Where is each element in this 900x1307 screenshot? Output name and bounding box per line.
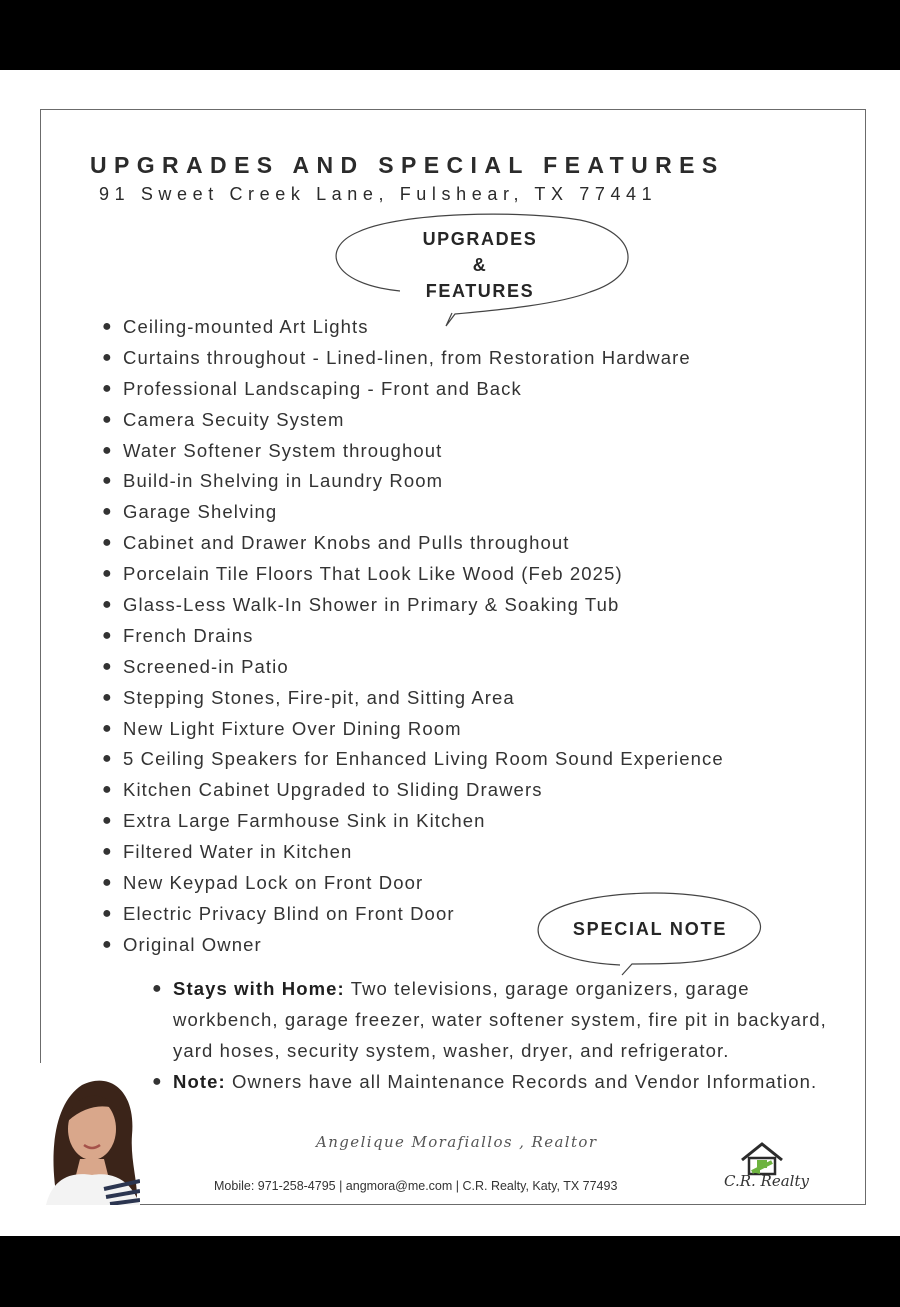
bullet-icon: ● [102,441,113,459]
list-item [100,312,724,343]
list-item [100,775,724,806]
bullet-icon: ● [102,318,113,335]
feature-text: Kitchen Cabinet Upgraded to Sliding Drawers [123,779,543,801]
bullet-icon: ● [102,719,113,737]
bullet-icon: ● [102,781,113,799]
note-label: Stays with Home: [173,978,345,999]
agent-photo-icon [40,1063,140,1205]
feature-text: Extra Large Farmhouse Sink in Kitchen [123,810,486,832]
feature-text: Camera Secuity System [123,408,345,430]
feature-text: New Keypad Lock on Front Door [123,872,424,894]
callout-line-ampersand: & [472,255,488,275]
bullet-icon: ● [102,657,113,675]
bullet-icon: ● [152,980,163,997]
page-title: UPGRADES AND SPECIAL FEATURES [90,152,725,178]
list-item [100,343,724,374]
list-item [100,436,724,467]
special-note-callout: SPECIAL NOTE [572,919,728,939]
list-item [100,868,724,899]
feature-text: Build-in Shelving in Laundry Room [123,470,444,492]
bullet-icon: ● [102,410,113,428]
list-item [100,714,724,745]
upgrades-features-callout [404,226,556,304]
callout-line-upgrades: UPGRADES [422,229,538,249]
list-item [100,497,724,528]
list-item [100,806,724,837]
realtor-signature: Angelique Morafiallos , Realtor [316,1133,598,1151]
list-item [100,744,724,775]
bullet-icon: ● [102,472,113,490]
bullet-icon: ● [102,843,113,861]
list-item [100,374,724,405]
brand-logo-text: C.R. Realty [724,1172,809,1190]
feature-text: Garage Shelving [123,501,278,523]
list-item [100,405,724,436]
bullet-icon: ● [102,904,113,922]
feature-text: French Drains [123,624,254,646]
feature-text: Electric Privacy Blind on Front Door [123,902,455,924]
feature-text: New Light Fixture Over Dining Room [123,717,462,739]
special-notes-list [150,973,840,1097]
feature-text: Cabinet and Drawer Knobs and Pulls throughout [123,532,570,554]
feature-text: Filtered Water in Kitchen [123,841,353,863]
feature-text: Water Softener System throughout [123,439,443,461]
bullet-icon: ● [102,935,113,953]
note-text: Owners have all Maintenance Records and Vendor Information. [225,1071,818,1092]
bullet-icon: ● [102,874,113,892]
feature-text: Ceiling-mounted Art Lights [123,316,369,337]
contact-footer: Mobile: 971-258-4795 | angmora@me.com | C.R. Realty, Katy, TX 77493 [214,1179,618,1193]
callout-line-features: FEATURES [425,281,535,301]
feature-text: Original Owner [123,933,262,955]
features-list [100,312,724,961]
list-item [100,528,724,559]
bullet-icon: ● [102,379,113,397]
list-item [100,683,724,714]
list-item [100,559,724,590]
note-text: Two televisions, garage organizers, garage workbench, garage freezer, water softener system, fire pit in backyard, yard hoses, security system, washer, dryer, and refrigerator. [173,978,827,1061]
property-address: 91 Sweet Creek Lane, Fulshear, TX 77441 [99,184,658,204]
feature-text: Stepping Stones, Fire-pit, and Sitting Area [123,686,515,708]
flyer-page [0,70,900,1236]
bullet-icon: ● [102,503,113,521]
agent-photo [40,1063,140,1205]
bullet-icon: ● [102,596,113,614]
list-item [100,621,724,652]
feature-text: Curtains throughout - Lined-linen, from Restoration Hardware [123,346,691,368]
feature-text: 5 Ceiling Speakers for Enhanced Living Room Sound Experience [123,748,724,770]
list-item [100,837,724,868]
list-item [100,590,724,621]
bullet-icon: ● [102,565,113,583]
bullet-icon: ● [102,626,113,644]
feature-text: Porcelain Tile Floors That Look Like Wood (Feb 2025) [123,563,623,585]
bullet-icon: ● [102,348,113,366]
bullet-icon: ● [102,688,113,706]
note-item-records [150,1066,840,1097]
bullet-icon: ● [102,534,113,552]
list-item [100,652,724,683]
bullet-icon: ● [102,812,113,830]
feature-text: Professional Landscaping - Front and Back [123,377,522,399]
note-item-stays-with-home [150,973,840,1066]
feature-text: Screened-in Patio [123,655,289,677]
feature-text: Glass-Less Walk-In Shower in Primary & Soaking Tub [123,594,620,616]
bullet-icon: ● [152,1073,163,1090]
list-item [100,466,724,497]
bullet-icon: ● [102,750,113,768]
note-label: Note: [173,1071,226,1092]
